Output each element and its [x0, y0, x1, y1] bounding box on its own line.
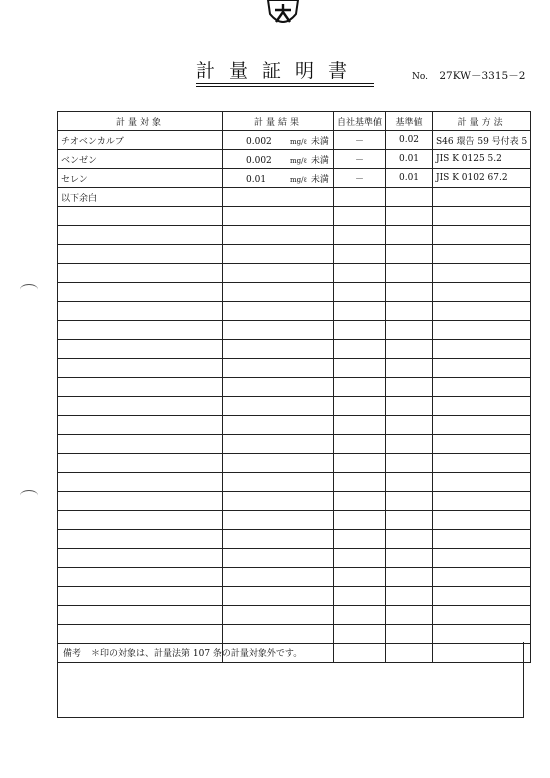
cell-empty: [58, 283, 223, 302]
table-row-blank: [58, 435, 531, 454]
cell-empty: [334, 625, 386, 644]
result-unit: mg/ℓ: [290, 156, 307, 165]
table-row-blank: [58, 207, 531, 226]
cell-empty: [386, 511, 433, 530]
cell-empty: [58, 530, 223, 549]
cell-empty: [433, 530, 531, 549]
table-row-blank: [58, 226, 531, 245]
cell-empty: [386, 264, 433, 283]
cell-empty: [334, 587, 386, 606]
number-value: 27KW－3315－2: [439, 70, 526, 82]
cell-result: [223, 131, 334, 150]
cell-empty: [223, 473, 334, 492]
cell-method: [433, 188, 531, 207]
cell-empty: [58, 397, 223, 416]
cell-target: 以下余白: [58, 188, 223, 207]
cell-empty: [58, 302, 223, 321]
cell-empty: [334, 511, 386, 530]
result-qualifier: 未満: [310, 174, 329, 185]
cell-standard: [386, 188, 433, 207]
cell-empty: [433, 302, 531, 321]
cell-empty: [386, 207, 433, 226]
punch-hole-mark: [20, 490, 38, 501]
cell-empty: [223, 549, 334, 568]
cell-own-standard: －: [334, 150, 386, 169]
cell-empty: [433, 397, 531, 416]
result-unit: mg/ℓ: [290, 175, 307, 184]
cell-empty: [433, 321, 531, 340]
cell-empty: [386, 226, 433, 245]
cell-empty: [386, 492, 433, 511]
cell-empty: [334, 321, 386, 340]
document-title: 計量証明書: [196, 58, 374, 86]
cell-empty: [223, 530, 334, 549]
cell-empty: [433, 492, 531, 511]
table-row: [58, 150, 531, 169]
table-row-blank: [58, 245, 531, 264]
cell-empty: [433, 549, 531, 568]
cell-empty: [58, 435, 223, 454]
table-header-row: [58, 112, 531, 131]
cell-empty: [223, 397, 334, 416]
cell-empty: [223, 302, 334, 321]
cell-empty: [58, 264, 223, 283]
cell-empty: [223, 606, 334, 625]
table-row-blank: [58, 283, 531, 302]
cell-result: [223, 169, 334, 188]
cell-empty: [223, 207, 334, 226]
cell-empty: [386, 283, 433, 302]
cell-empty: [58, 568, 223, 587]
cell-empty: [58, 454, 223, 473]
cell-target: セレン: [58, 169, 223, 188]
cell-empty: [223, 378, 334, 397]
cell-target: チオベンカルブ: [58, 131, 223, 150]
cell-empty: [386, 530, 433, 549]
cell-standard: 0.01: [386, 150, 433, 169]
cell-result: [223, 188, 334, 207]
col-header-own-standard: 自社基準値: [334, 112, 386, 131]
cell-empty: [386, 606, 433, 625]
result-qualifier: 未満: [310, 155, 329, 166]
cell-empty: [433, 587, 531, 606]
cell-empty: [433, 340, 531, 359]
cell-empty: [223, 625, 334, 644]
cell-empty: [433, 416, 531, 435]
cell-empty: [223, 283, 334, 302]
cell-own-standard: [334, 188, 386, 207]
table-row-blank: [58, 454, 531, 473]
col-header-standard: 基準値: [386, 112, 433, 131]
table-row-blank: [58, 321, 531, 340]
table-row: [58, 169, 531, 188]
cell-empty: [334, 606, 386, 625]
cell-empty: [223, 568, 334, 587]
cell-method: JIS K 0102 67.2: [433, 169, 531, 188]
cell-empty: [58, 226, 223, 245]
cell-empty: [334, 378, 386, 397]
cell-empty: [223, 492, 334, 511]
cell-empty: [58, 207, 223, 226]
cell-empty: [433, 359, 531, 378]
table-row-blank: [58, 378, 531, 397]
cell-empty: [386, 625, 433, 644]
cell-empty: [386, 340, 433, 359]
result-unit: mg/ℓ: [290, 137, 307, 146]
col-header-result: 計量結果: [223, 112, 334, 131]
cell-empty: [58, 606, 223, 625]
col-header-method: 計量方法: [433, 112, 531, 131]
punch-hole-mark: [20, 284, 38, 295]
cell-empty: [386, 416, 433, 435]
cell-empty: [334, 397, 386, 416]
table-row-blank: [58, 397, 531, 416]
table-row: [58, 188, 531, 207]
cell-empty: [334, 492, 386, 511]
table-row-blank: [58, 302, 531, 321]
cell-empty: [433, 606, 531, 625]
table-row-blank: [58, 511, 531, 530]
remarks-label: 備考: [63, 649, 82, 659]
result-value: 0.002: [246, 155, 272, 166]
cell-empty: [433, 226, 531, 245]
measurement-table: [57, 111, 531, 663]
table-row-blank: [58, 359, 531, 378]
cell-empty: [334, 340, 386, 359]
table-row-blank: [58, 264, 531, 283]
cell-empty: [386, 378, 433, 397]
table-row: [58, 131, 531, 150]
cell-empty: [386, 473, 433, 492]
cell-empty: [334, 454, 386, 473]
cell-empty: [433, 435, 531, 454]
table-row-blank: [58, 625, 531, 644]
cell-empty: [386, 549, 433, 568]
cell-empty: [386, 302, 433, 321]
number-label: No.: [412, 72, 428, 82]
cell-empty: [334, 226, 386, 245]
result-value: 0.002: [246, 136, 272, 147]
table-row-blank: [58, 416, 531, 435]
table-row-blank: [58, 473, 531, 492]
cell-empty: [58, 340, 223, 359]
cell-empty: [334, 473, 386, 492]
cell-empty: [386, 397, 433, 416]
cell-empty: [334, 416, 386, 435]
table-row-blank: [58, 530, 531, 549]
cell-empty: [334, 283, 386, 302]
table-row-blank: [58, 549, 531, 568]
cell-empty: [58, 359, 223, 378]
cell-empty: [58, 378, 223, 397]
result-qualifier: 未満: [310, 136, 329, 147]
cell-empty: [223, 264, 334, 283]
cell-empty: [433, 568, 531, 587]
cell-empty: [433, 378, 531, 397]
cell-empty: [433, 625, 531, 644]
cell-empty: [433, 283, 531, 302]
cell-empty: [334, 245, 386, 264]
cell-empty: [58, 245, 223, 264]
cell-empty: [223, 454, 334, 473]
table-row-blank: [58, 340, 531, 359]
cell-empty: [433, 473, 531, 492]
remarks-text: [63, 646, 302, 659]
cell-target: ベンゼン: [58, 150, 223, 169]
cell-empty: [58, 549, 223, 568]
cell-empty: [386, 568, 433, 587]
cell-empty: [334, 207, 386, 226]
cell-own-standard: －: [334, 169, 386, 188]
cell-empty: [386, 245, 433, 264]
cell-empty: [58, 416, 223, 435]
cell-empty: [223, 321, 334, 340]
document-number: [412, 68, 525, 83]
cell-empty: [334, 302, 386, 321]
cell-empty: [223, 245, 334, 264]
cell-empty: [386, 435, 433, 454]
cell-empty: [334, 359, 386, 378]
cell-empty: [58, 625, 223, 644]
cell-empty: [223, 226, 334, 245]
cell-own-standard: －: [334, 131, 386, 150]
cell-empty: [334, 435, 386, 454]
cell-empty: [58, 492, 223, 511]
cell-empty: [386, 587, 433, 606]
cell-empty: [223, 587, 334, 606]
table-row-blank: [58, 492, 531, 511]
cell-standard: 0.02: [386, 131, 433, 150]
cell-method: JIS K 0125 5.2: [433, 150, 531, 169]
company-logo: [266, 0, 300, 30]
cell-empty: [386, 321, 433, 340]
table-row-blank: [58, 587, 531, 606]
cell-result: [223, 150, 334, 169]
cell-empty: [433, 511, 531, 530]
cell-method: S46 環告 59 号付表 5: [433, 131, 531, 150]
cell-empty: [223, 435, 334, 454]
cell-empty: [334, 568, 386, 587]
cell-empty: [223, 359, 334, 378]
cell-empty: [58, 321, 223, 340]
cell-empty: [386, 359, 433, 378]
cell-empty: [386, 454, 433, 473]
cell-standard: 0.01: [386, 169, 433, 188]
cell-empty: [433, 454, 531, 473]
cell-empty: [334, 530, 386, 549]
cell-empty: [433, 264, 531, 283]
cell-empty: [433, 245, 531, 264]
cell-empty: [58, 473, 223, 492]
remarks-content: ＊印の対象は、計量法第 107 条の計量対象外です。: [91, 649, 303, 659]
cell-empty: [334, 549, 386, 568]
table-row-blank: [58, 568, 531, 587]
cell-empty: [433, 207, 531, 226]
col-header-target: 計量対象: [58, 112, 223, 131]
cell-empty: [223, 416, 334, 435]
remarks-box: [57, 642, 524, 718]
cell-empty: [223, 511, 334, 530]
result-value: 0.01: [246, 174, 267, 185]
cell-empty: [223, 340, 334, 359]
table-row-blank: [58, 606, 531, 625]
cell-empty: [58, 587, 223, 606]
cell-empty: [58, 511, 223, 530]
cell-empty: [334, 264, 386, 283]
